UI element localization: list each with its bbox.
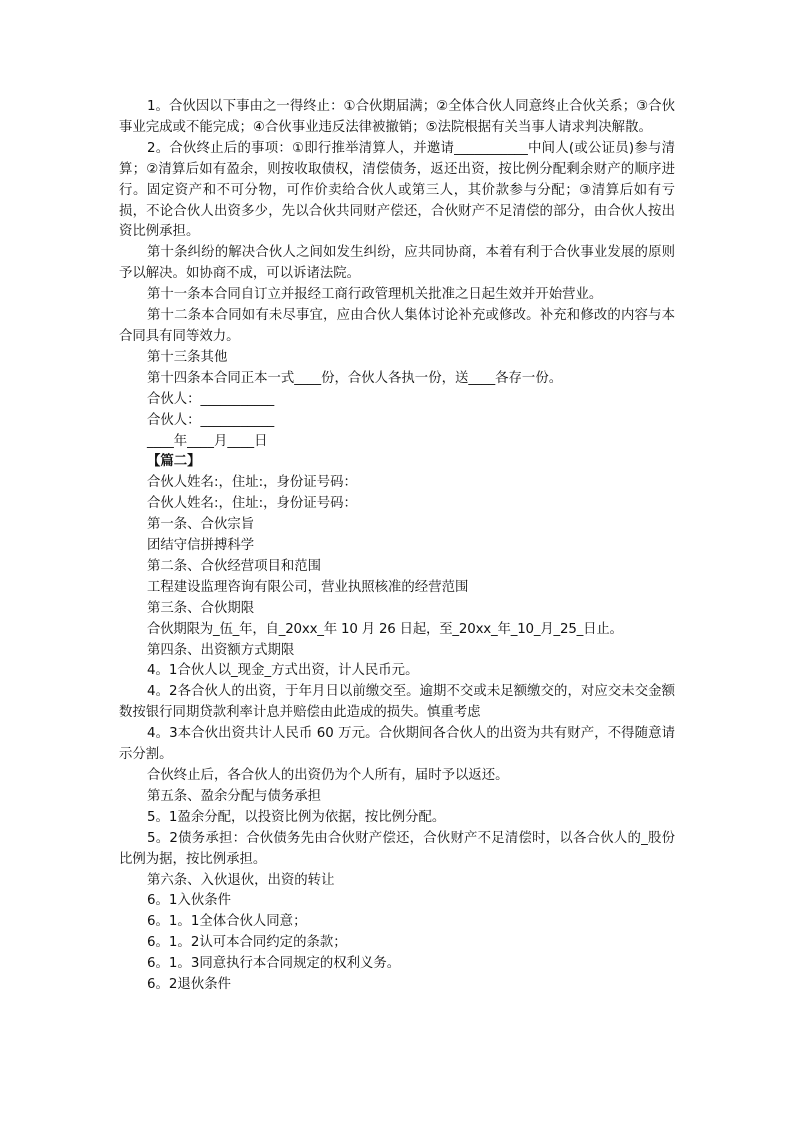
clause-6-2: 6。2退伙条件 [147,977,231,993]
document-page [119,97,675,996]
clause-post-termination: 2。合伙终止后的事项：①即行推举清算人，并邀请___________中间人(或公证员)参与清算；②清算后如有盈余，则按收取债权，清偿债务，返还出资，按比例分配剩余财产的顺序进行。固定资产和不可分物，可作价卖给合伙人或第三人，其价款参与分配；③清算后如有亏损，不论合伙人出资多少，先以合伙共同财产偿还，合伙财产不足清偿的部分，由合伙人按出资比例承担。 [119,140,675,240]
clause-4-3: 4。3本合伙出资共计人民币 60 万元。合伙期间各合伙人的出资为共有财产，不得随意请示分割。 [119,726,675,763]
article-12-amendment: 第十二条本合同如有未尽事宜，应由合伙人集体讨论补充或修改。补充和修改的内容与本合同具有同等效力。 [119,308,675,344]
clause-6-1-2: 6。1。2认可本合同约定的条款； [147,935,347,951]
article-11-effect: 第十一条本合同自订立并报经工商行政管理机关批准之日起生效并开始营业。 [147,287,603,303]
article-13-other: 第十三条其他 [147,349,228,365]
article-4-title: 第四条、出资额方式期限 [147,642,295,658]
clause-6-1: 6。1入伙条件 [147,893,231,909]
clause-5-1: 5。1盈余分配，以投资比例为依据，按比例分配。 [147,809,446,825]
date-line: ____年____月____日 [147,433,268,449]
partner-signature-line: 合伙人：___________ [147,412,275,428]
partner-info-line: 合伙人姓名:，住址:，身份证号码： [147,496,357,512]
clause-termination-causes: 1。合伙因以下事由之一得终止：①合伙期届满；②全体合伙人同意终止合伙关系；③合伙事业完成或不能完成；④合伙事业违反法律被撤销；⑤法院根据有关当事人请求判决解散。 [119,99,675,135]
article-1-body: 团结守信拼搏科学 [147,538,255,554]
clause-4-return: 合伙终止后，各合伙人的出资仍为个人所有，届时予以返还。 [147,768,509,783]
article-14-copies: 第十四条本合同正本一式____份，合伙人各执一份，送____各存一份。 [147,370,563,386]
article-2-title: 第二条、合伙经营项目和范围 [147,558,322,574]
clause-6-1-1: 6。1。1全体合伙人同意； [147,914,307,930]
clause-6-1-3: 6。1。3同意执行本合同规定的权利义务。 [147,956,401,972]
clause-4-1: 4。1合伙人以_现金_方式出资，计人民币元。 [147,663,419,679]
article-3-body: 合伙期限为_伍_年，自_20xx_年 10 月 26 日起，至_20xx_年_10_月_25_日止。 [147,621,623,637]
article-10-dispute: 第十条纠纷的解决合伙人之间如发生纠纷，应共同协商，本着有利于合伙事业发展的原则予以解决。如协商不成，可以诉诸法院。 [119,245,675,282]
clause-4-2: 4。2各合伙人的出资，于年月日以前缴交至。逾期不交或未足额缴交的，对应交未交金额数按银行同期贷款利率计息并赔偿由此造成的损失。慎重考虑 [119,684,675,721]
article-2-body: 工程建设监理咨询有限公司，营业执照核准的经营范围 [147,579,469,595]
article-6-title: 第六条、入伙退伙，出资的转让 [147,872,335,888]
clause-5-2: 5。2债务承担：合伙债务先由合伙财产偿还，合伙财产不足清偿时，以各合伙人的_股份比例为据，按比例承担。 [119,830,675,867]
article-3-title: 第三条、合伙期限 [147,600,255,616]
section-heading-part-two: 【篇二】 [147,454,201,470]
partner-info-line: 合伙人姓名:，住址:，身份证号码： [147,475,357,491]
article-5-title: 第五条、盈余分配与债务承担 [147,788,322,804]
partner-signature-line: 合伙人：___________ [147,391,275,407]
article-1-title: 第一条、合伙宗旨 [147,517,255,533]
